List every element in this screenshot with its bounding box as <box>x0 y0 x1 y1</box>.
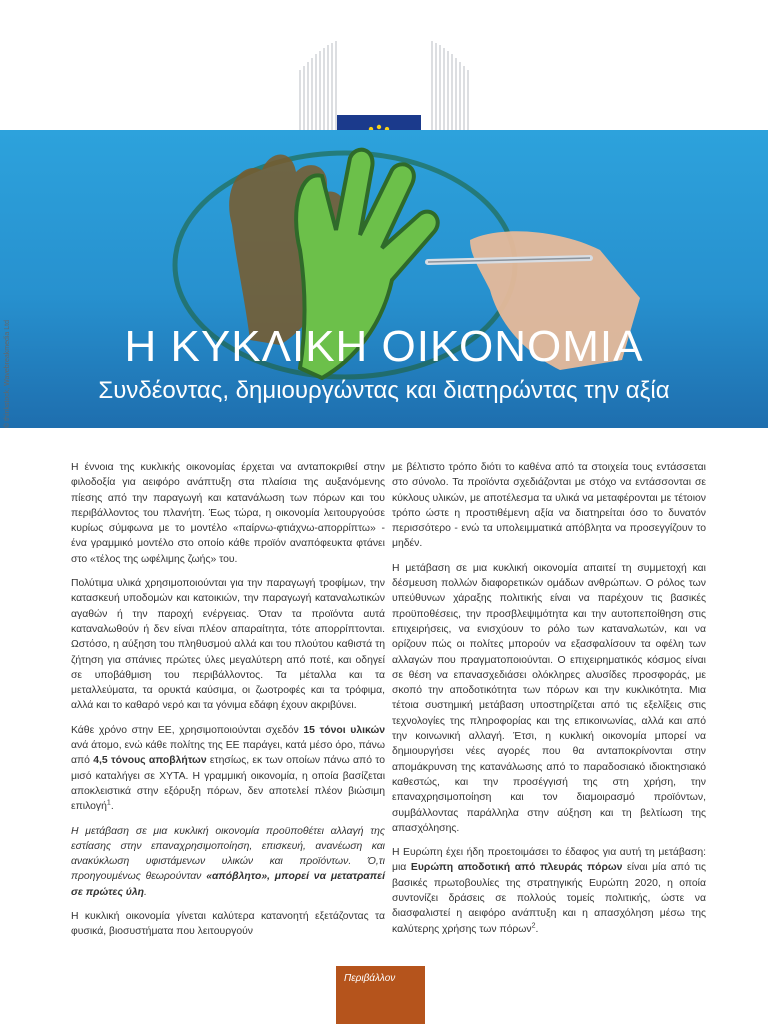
page-subtitle: Συνδέοντας, δημιουργώντας και διατηρώντας την αξία <box>98 377 670 404</box>
highlight-waste: 4,5 τόνους αποβλήτων <box>93 755 207 767</box>
text-column-left <box>71 460 385 949</box>
photo-credit <box>4 288 18 428</box>
footnote-ref-2: 2 <box>531 922 536 930</box>
highlight-materials: 15 τόνοι υλικών <box>303 724 386 736</box>
paragraph: Η έννοια της κυκλικής οικονομίας έρχεται να ανταποκριθεί στην φιλοδοξία για αειφόρο ανάπτυξη στα πλαίσια της αυξανόμενης πίεσης από την παραγωγή και κατανάλωση των πόρων και του περιβάλλοντος του πλανήτη. Έως τώρα, η οικονομία λειτουργούσε κυρίως σύμφωνα με το μοντέλο «παίρνω-φτιάχνω-απορρίπτω» - ένα γραμμικό μοντέλο στο οποίο κάθε προϊόν αναπόφευκτα φτάνει στο «τέλος της ωφέλιμης ζωής» του. <box>71 462 385 565</box>
paragraph: Η Ευρώπη έχει ήδη προετοιμάσει το έδαφος για αυτή τη μετάβαση: μια Ευρώπη αποδοτική από πλευράς πόρων είναι μία από τις βασικές πρωτοβουλίες της στρατηγικής Ευρώπη 2020, η οποία συντονίζει δράσεις σε πολλούς τομείς πολιτικής, ώστε να διασφαλιστεί η αειφόρο ανάπτυξη και η απασχόληση μέσω της καλύτερης χρήσης των πόρων$^2$. <box>392 847 706 935</box>
paragraph: Πολύτιμα υλικά χρησιμοποιούνται για την παραγωγή τροφίμων, την κατασκευή υποδομών και κατοικιών, την παραγωγή καταναλωτικών αγαθών ή την παροχή ενέργειας. Όταν τα προϊόντα αυτά καταναλωθούν ή δεν είναι πλέον απαραίτητα, τότε απορρίπτονται. Ωστόσο, η αύξηση του πληθυσμού αλλά και του πλούτου καθιστά τη ζήτηση για σπάνιες πρώτες ύλες μεγαλύτερη από ποτέ, και οδηγεί σε υποβάθμιση του περιβάλλοντος. Τα μέταλλα και τα μεταλλεύματα, τα ορυκτά καύσιμα, οι ζωοτροφές και τα τρόφιμα, αλλά και το καθαρό νερό και τα γόνιμα εδάφη έχουν ακριβύνει. <box>71 578 385 712</box>
footnote-ref-1: 1 <box>106 799 111 807</box>
text-column-right <box>392 460 706 946</box>
highlight-resource-efficient-europe: Ευρώπη αποδοτική από πλευράς πόρων <box>410 862 623 874</box>
hero-banner <box>0 130 768 428</box>
paragraph: Η κυκλική οικονομία γίνεται καλύτερα κατανοητή εξετάζοντας τα φυσικά, βιοσυστήματα που λειτουργούν <box>71 911 385 938</box>
page-title: Η ΚΥΚΛΙΚΗ ΟΙΚΟΝΟΜΙΑ <box>124 322 644 371</box>
paragraph-italic: Η μετάβαση σε μια κυκλική οικονομία προϋποθέτει αλλαγή της εστίασης στην επαναχρησιμοποίηση, επισκευή, ανανέωση και ανακύκλωση υφιστάμενων υλικών και προϊόντων. Ό,τι προηγουμένως θεωρούνταν «απόβλητο», μπορεί να μετατραπεί σε πρώτες ύλη. <box>71 825 385 898</box>
paragraph: Η μετάβαση σε μια κυκλική οικονομία απαιτεί τη συμμετοχή και δέσμευση πολλών διαφορετικών ομάδων ανθρώπων. Ο ρόλος των υπεύθυνων χάραξης πολιτικής είναι να παρέχουν τις βασικές προϋποθέσεις, την προσβλεψιμότητα και την αυτοπεποίθηση στις επιχειρήσεις, να ενισχύουν το ρόλο των καταναλωτών, και να ορίζουν πώς οι πολίτες μπορούν να εξασφαλίσουν τα οφέλη των αλλαγών που πραγματοποιούνται. Ο επιχειρηματικός κόσμος είναι σε θέση να επανασχεδιάσει ολόκληρες αλυσίδες προσφοράς, με σκοπό την αποδοτικότητα των πόρων και την κυκλικότητα. Μια τέτοια συστημική μετάβαση υποστηρίζεται από τις εξελίξεις στις τεχνολογίες της πληροφορίας και της επικοινωνίας, αλλά και από την κοινωνική αλλαγή. Έτσι, η κυκλική οικονομία μπορεί να δημιουργήσει νέες αγορές που θα ανταποκρίνονται στην απομάκρυνση της κατανάλωσης από το παραδοσιακό ιδιοκτησιακό καθεστώς, και την προσέγγισή της στη χρήση, την επαναχρησιμοποίηση και τον διαμοιρασμό προϊόντων, συμβάλλοντας παράλληλα στην αύξηση και τη βελτίωση της απασχόλησης. <box>392 562 706 834</box>
section-tab <box>336 966 425 1024</box>
photo-credit-text: © thinkstock, Wavebreakmedia Ltd <box>4 319 11 428</box>
section-tab-label: Περιβάλλον <box>344 973 396 984</box>
paragraph: Κάθε χρόνο στην ΕΕ, χρησιμοποιούνται σχεδόν 15 τόνοι υλικών ανά άτομο, ενώ κάθε πολίτης της ΕΕ παράγει, κατά μέσο όρο, πάνω από 4,5 τόνους αποβλήτων ετησίως, εκ των οποίων πάνω από το μισό καταλήγει σε ΧΥΤΑ. Η γραμμική οικονομία, η οποία βασίζεται αποκλειστικά στην εξόρυξη πόρων, δεν αποτελεί πλέον βιώσιμη επιλογή$^1$. <box>71 724 386 813</box>
highlight-waste-to-raw: «απόβλητο», μπορεί να μετατραπεί σε πρώτες ύλη <box>71 871 385 898</box>
paragraph: με βέλτιστο τρόπο διότι το καθένα από τα στοιχεία τους εντάσσεται στο σύνολο. Τα προϊόντα σχεδιάζονται με στόχο να εντάσσονται σε κύκλους υλικών, με αποτέλεσμα τα υλικά να μεταφέρονται με τέτοιον τρόπο ώστε η προστιθέμενη αξία να διατηρείται όσο το δυνατόν περισσότερο - ενώ τα υπολειμματικά απόβλητα να προσεγγίζουν το μηδέν. <box>392 462 706 550</box>
